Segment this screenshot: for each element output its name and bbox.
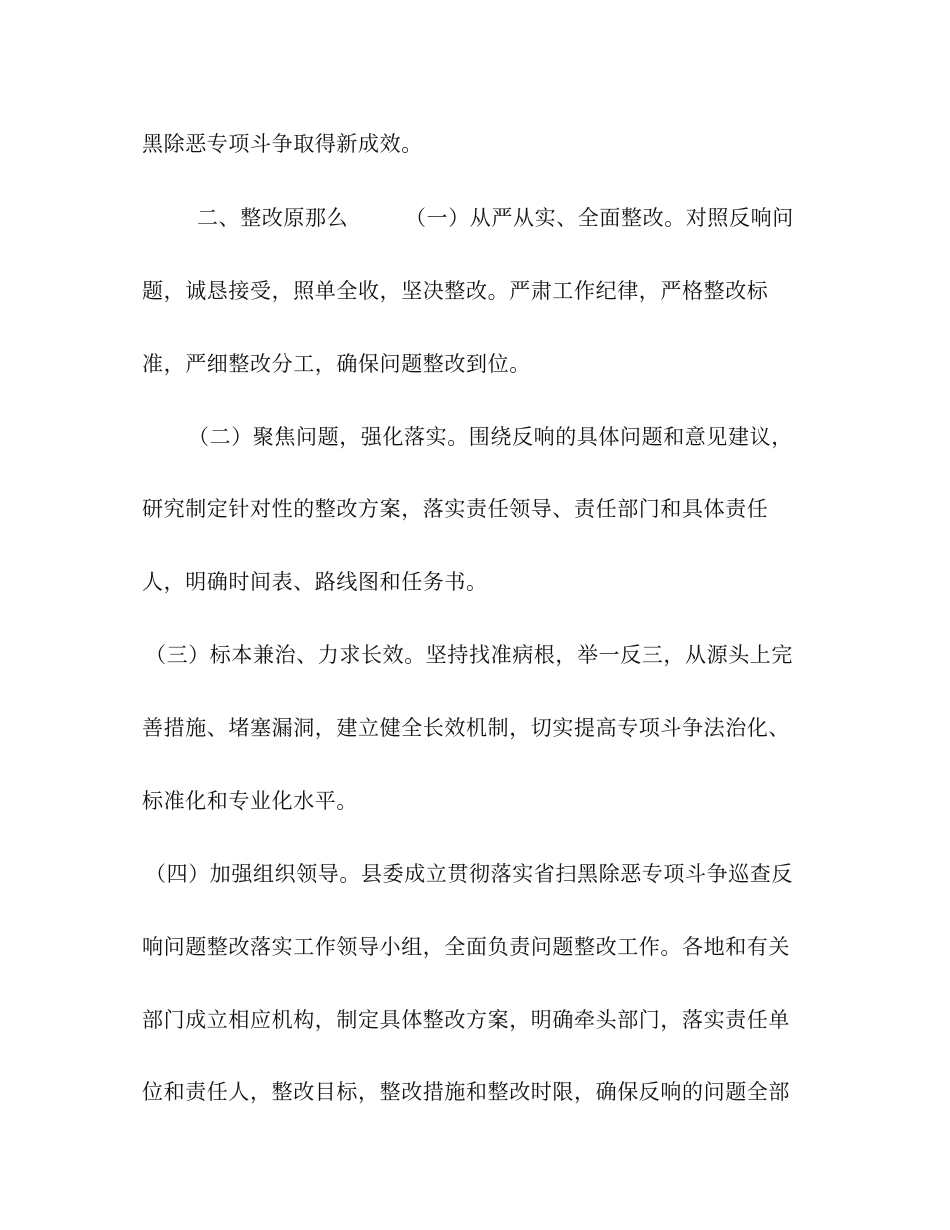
text-line-14: 位和责任人，整改目标，整改措施和整改时限，确保反响的问题全部: [142, 1080, 790, 1104]
text-line-12: 响问题整改落实工作领导小组，全面负责问题整改工作。各地和有关: [142, 935, 790, 959]
text-line-3: 题，诚恳接受，照单全收，坚决整改。严肃工作纪律，严格整改标: [142, 279, 769, 303]
text-line-2: （一）从严从实、全面整改。对照反响问: [405, 206, 794, 230]
text-line-6: 研究制定针对性的整改方案，落实责任领导、责任部门和具体责任: [142, 497, 769, 521]
text-line-10: 标准化和专业化水平。: [142, 789, 358, 813]
text-line-4: 准，严细整改分工，确保问题整改到位。: [142, 352, 531, 376]
text-line-13: 部门成立相应机构，制定具体整改方案，明确牵头部门，落实责任单: [142, 1008, 790, 1032]
text-line-5: （二）聚焦问题，强化落实。围绕反响的具体问题和意见建议，: [188, 425, 793, 449]
text-line-9: 善措施、堵塞漏洞，建立健全长效机制，切实提高专项斗争法治化、: [142, 716, 790, 740]
text-line-11: （四）加强组织领导。县委成立贯彻落实省扫黑除恶专项斗争巡查反: [145, 862, 793, 886]
text-line-8: （三）标本兼治、力求长效。坚持找准病根，举一反三，从源头上完: [145, 643, 793, 667]
text-line-7: 人，明确时间表、路线图和任务书。: [142, 570, 488, 594]
text-line-1: 黑除恶专项斗争取得新成效。: [142, 132, 423, 156]
section-heading-principles: 二、整改原那么: [197, 206, 349, 230]
